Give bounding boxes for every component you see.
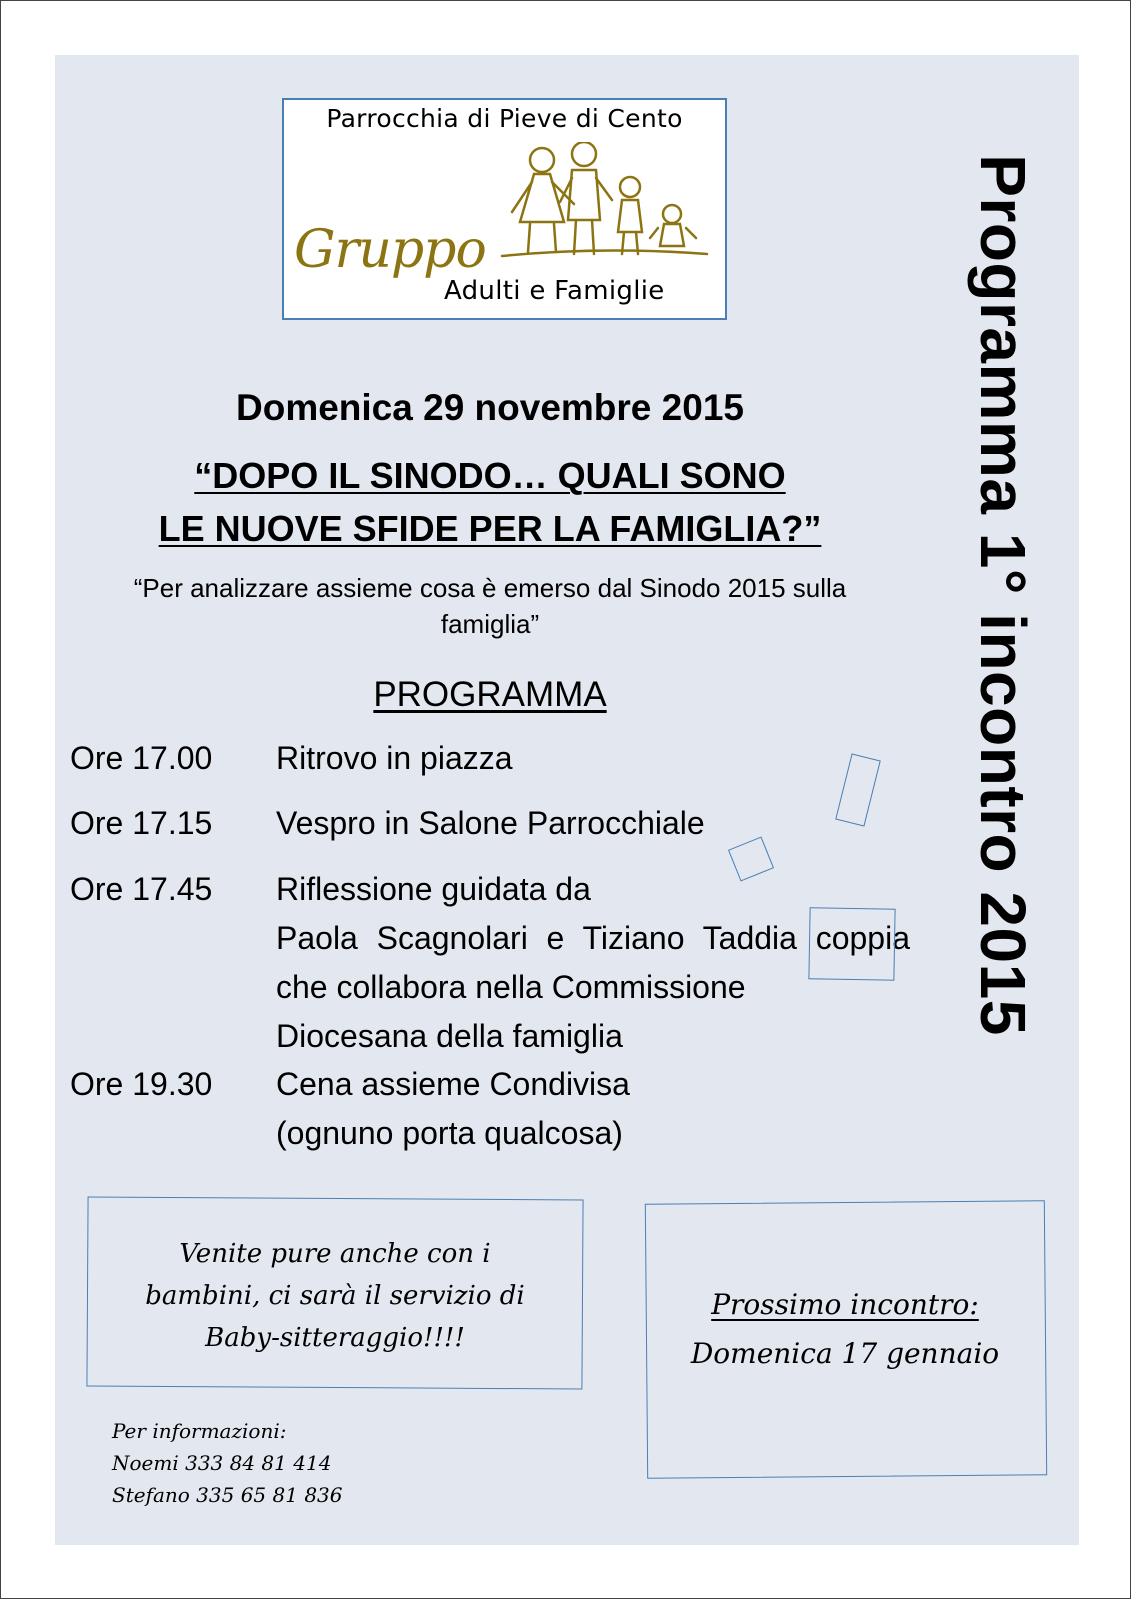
vertical-program-title: Programma 1° incontro 2015 (967, 154, 1039, 1036)
children-note-line: Baby-sitteraggio!!!! (205, 1323, 465, 1353)
logo-group-name: Adulti e Famiglie (444, 276, 665, 306)
contact-info-heading: Per informazioni: (112, 1419, 287, 1443)
subtitle-line-2: famiglia” (440, 609, 540, 639)
logo-gruppo-text: Gruppo (294, 220, 486, 280)
program-heading: PROGRAMMA (373, 675, 607, 714)
contact-noemi: Noemi 333 84 81 414 (112, 1451, 332, 1475)
parish-logo (282, 98, 727, 320)
logo-parish-name: Parrocchia di Pieve di Cento (326, 104, 683, 133)
event-subtitle (70, 570, 910, 642)
schedule-time: Ore 17.15 (70, 805, 213, 841)
schedule-time: Ore 19.30 (70, 1066, 213, 1102)
schedule-time: Ore 17.45 (70, 871, 213, 907)
children-note (100, 1233, 570, 1359)
family-drawing-icon (482, 142, 712, 262)
schedule-desc: (ognuno porta qualcosa) (276, 1115, 623, 1151)
children-note-line: bambini, ci sarà il servizio di (145, 1281, 525, 1311)
schedule-desc: che collabora nella Commissione (276, 969, 746, 1005)
schedule-desc: Diocesana della famiglia (276, 1018, 623, 1054)
schedule-time: Ore 17.00 (70, 740, 213, 776)
schedule-desc-justified: Paola Scagnolari e Tiziano Taddia coppia (276, 920, 910, 956)
schedule-desc: Cena assieme Condivisa (276, 1066, 630, 1102)
schedule-desc: Riflessione guidata da (276, 871, 591, 907)
children-note-line: Venite pure anche con i (179, 1239, 491, 1269)
contact-stefano: Stefano 335 65 81 836 (112, 1483, 343, 1507)
subtitle-line-1: “Per analizzare assieme cosa è emerso dal Sinodo 2015 sulla (133, 573, 847, 603)
schedule-desc: Vespro in Salone Parrocchiale (276, 805, 705, 841)
decorative-frame (808, 907, 895, 980)
schedule-desc: Ritrovo in piazza (276, 740, 513, 776)
event-date: Domenica 29 novembre 2015 (236, 387, 744, 428)
event-title-line-2: LE NUOVE SFIDE PER LA FAMIGLIA?” (158, 508, 822, 549)
next-meeting-title: Prossimo incontro: (711, 1288, 979, 1321)
next-meeting-date: Domenica 17 gennaio (690, 1337, 1000, 1370)
event-title-line-1: “DOPO IL SINODO… QUALI SONO (194, 455, 786, 496)
